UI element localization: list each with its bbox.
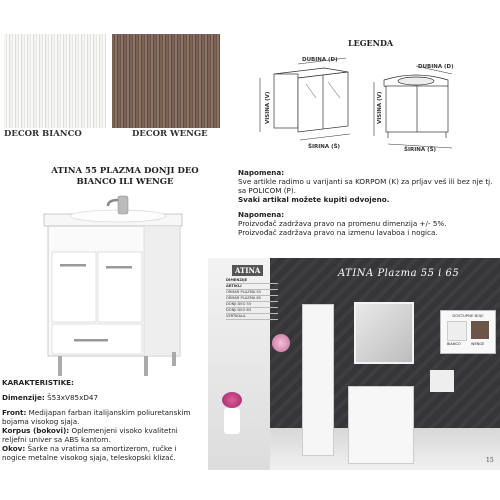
dims-row: ORMAR PLAZMA 55 (226, 290, 278, 296)
decor-bianco-label: DECOR BIANCO (4, 129, 82, 139)
wenge-swatch-small (471, 321, 489, 339)
available-colors-box (440, 310, 496, 354)
dims-col-artikli: ARTIKLI (226, 284, 278, 290)
product-title-line2: BIANCO ILI WENGE (76, 177, 174, 187)
napomena2-label: Napomena: (238, 210, 285, 219)
dims-row: VERTIKALA (226, 314, 278, 320)
dimensions-label: Dimenzije: (2, 393, 45, 402)
korpus-label: Korpus (bokovi): (2, 426, 70, 435)
bianco-swatch-small (447, 321, 467, 341)
legend-diagrams (256, 52, 500, 152)
dimensions-value: Š53xV85xD47 (47, 393, 99, 402)
characteristics-heading: KARAKTERISTIKE: (2, 378, 74, 387)
legend-sirina-1: ŠIRINA (Š) (308, 144, 341, 150)
photo-sink-cabinet (348, 386, 414, 464)
photo-lamp (430, 370, 454, 392)
decor-wenge-label: DECOR WENGE (132, 129, 208, 139)
photo-atina-badge: ATINA (232, 265, 263, 276)
product-image (38, 192, 188, 382)
wenge-small-label: WENGE (471, 342, 485, 346)
korpus-text: Oplemenjeni visoko kvalitetni reljefni univer sa ABS kantom. (2, 426, 178, 444)
notes-block (238, 168, 500, 237)
photo-tall-column (302, 304, 334, 456)
napomena2-line2: Proizvođač zadržava pravo na izmenu lavaboa i nogica. (238, 228, 438, 237)
legend-sirina-2: ŠIRINA (Š) (404, 147, 437, 152)
mirror-cabinet-diagram (260, 58, 350, 140)
photo-heading: ATINA Plazma 55 i 65 (338, 268, 460, 279)
legend-visina-2: VISINA (V) (377, 91, 383, 124)
napomena1-label: Napomena: (238, 168, 285, 177)
legend-visina-1: VISINA (V) (265, 91, 271, 124)
napomena1-text: Sve artikle radimo u varijanti sa KORPOM (K) za prljav veš ili bez nje tj. sa POLICOM (P). (238, 177, 493, 195)
dims-row: DONJI DEO 65 (226, 308, 278, 314)
photo-flowers (222, 392, 242, 408)
dims-row: ORMAR PLAZMA 65 (226, 296, 278, 302)
photo-orchid (272, 334, 290, 352)
decor-bianco-swatch (4, 34, 106, 128)
available-colors-label: DOSTUPNE BOJE (452, 313, 484, 318)
front-text: Medijapan farban italijanskim poliuretanskim bojama visokog sjaja. (2, 408, 191, 426)
product-title (40, 166, 210, 188)
napomena1-bold: Svaki artikal možete kupiti odvojeno. (238, 195, 390, 204)
characteristics-block (2, 378, 202, 462)
photo-dims-table (226, 278, 278, 320)
photo-mirror-cabinet (354, 302, 414, 364)
bianco-small-label: BIANCO (447, 342, 461, 346)
decor-wenge-swatch (112, 34, 220, 128)
product-title-line1: ATINA 55 PLAZMA DONJI DEO (51, 166, 199, 176)
photo-vase (224, 408, 240, 434)
okov-label: Okov: (2, 444, 26, 453)
dims-row: DONJI DEO 55 (226, 302, 278, 308)
front-label: Front: (2, 408, 27, 417)
napomena2-line1: Proizvođač zadržava pravo na promenu dimenzija +/- 5%. (238, 219, 447, 228)
okov-text: Šarke na vratima sa amortizerom, ručke i nogice metalne visokog sjaja, teleskopski klizač. (2, 444, 177, 462)
dims-header: DIMENZIJE (226, 278, 278, 284)
legend-dubina-2: DUBINA (D) (418, 64, 454, 70)
sink-cabinet-diagram (374, 66, 452, 148)
legenda-title: LEGENDA (348, 38, 394, 48)
page-number: 15 (486, 457, 494, 464)
legend-dubina-1: DUBINA (D) (302, 57, 338, 63)
